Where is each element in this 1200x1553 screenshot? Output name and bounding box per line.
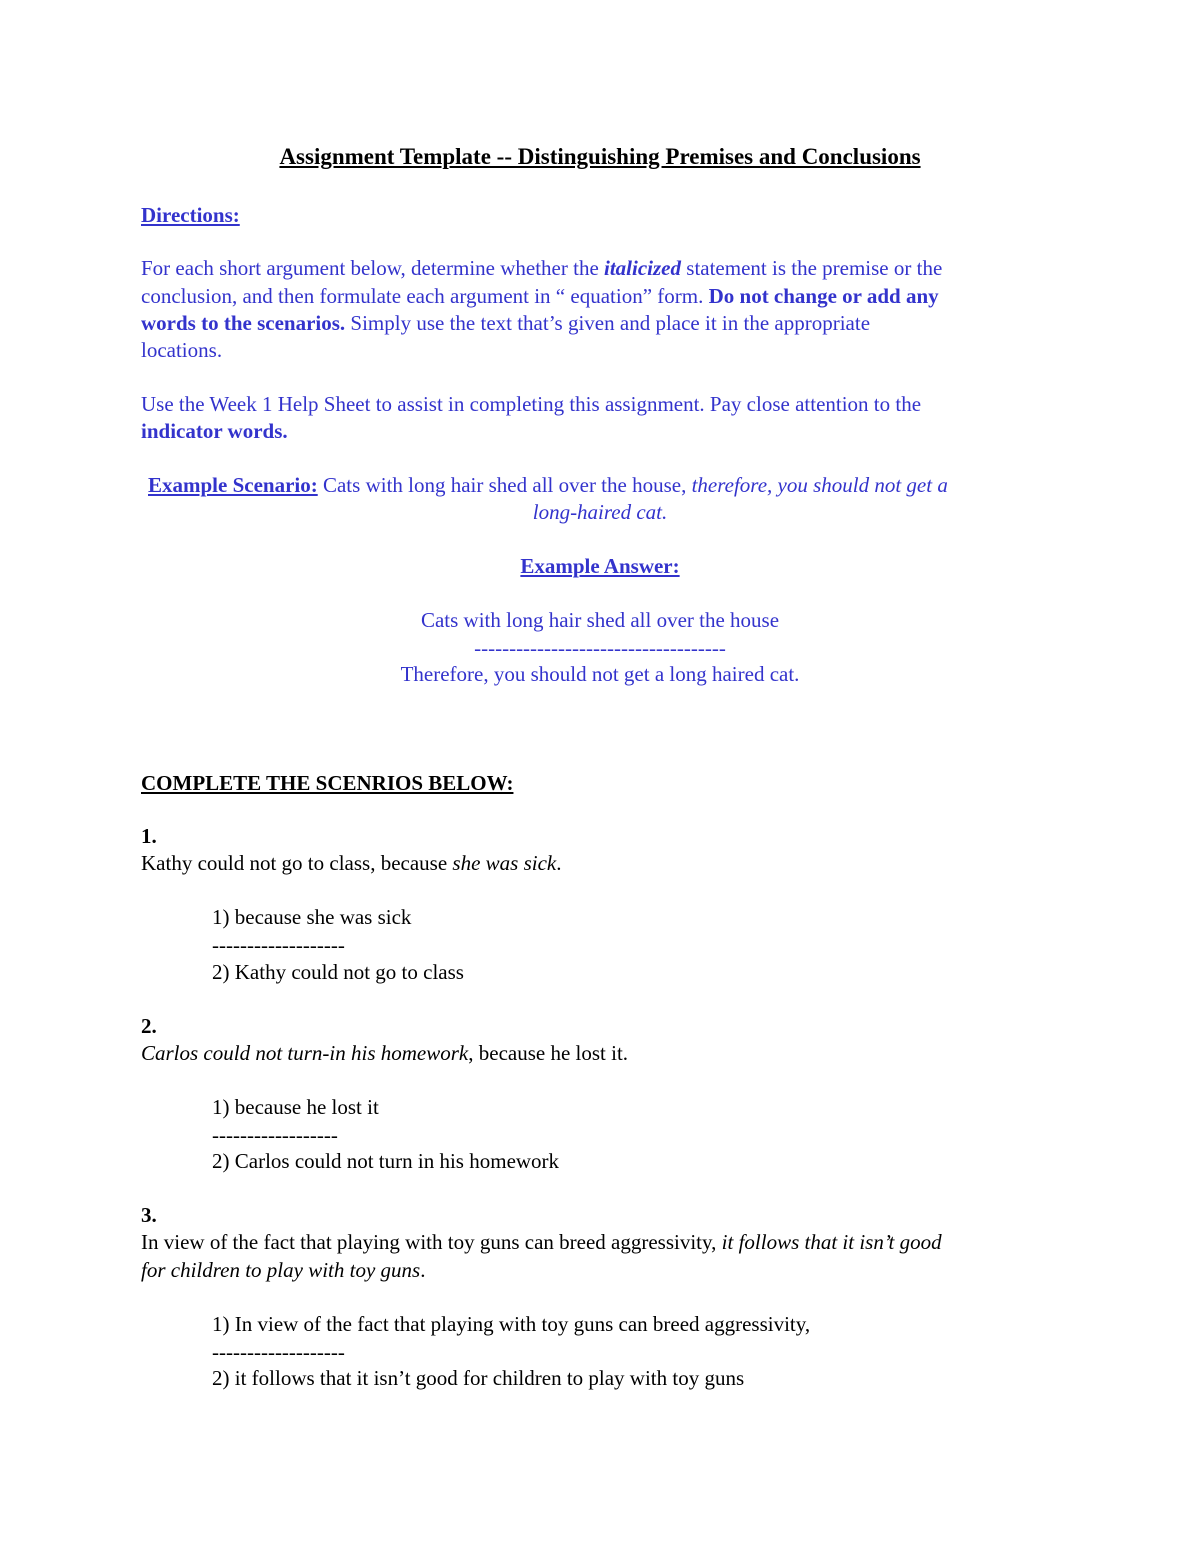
scenario-text: Kathy could not go to class, because bbox=[141, 851, 453, 875]
example-scenario-text: Cats with long hair shed all over the house, bbox=[317, 473, 692, 497]
directions-emphasis: words to the scenarios. bbox=[141, 311, 346, 335]
scenario-1-text bbox=[141, 849, 562, 877]
directions-line-1 bbox=[141, 254, 942, 282]
directions-line-2 bbox=[141, 282, 939, 310]
directions-emphasis: Do not change or add any bbox=[708, 284, 939, 308]
directions-text: conclusion, and then formulate each argument in “ equation” form. bbox=[141, 284, 709, 308]
scenario-2-answer-2: 2) Carlos could not turn in his homework bbox=[212, 1149, 560, 1173]
example-scenario-label: Example Scenario: bbox=[148, 473, 318, 497]
scenario-2-answer-1: 1) because he lost it bbox=[212, 1095, 379, 1119]
directions-text: For each short argument below, determine whether the bbox=[141, 256, 605, 280]
example-answer-label: Example Answer: bbox=[520, 554, 680, 578]
directions-heading: Directions: bbox=[141, 203, 240, 227]
page-title: Assignment Template -- Distinguishing Premises and Conclusions bbox=[279, 144, 921, 169]
scenario-text: . bbox=[556, 851, 562, 875]
example-answer-conclusion: Therefore, you should not get a long haired cat. bbox=[400, 662, 800, 686]
scenario-text: In view of the fact that playing with toy guns can breed aggressivity, bbox=[141, 1230, 722, 1254]
directions-line-4: locations. bbox=[141, 338, 223, 362]
example-scenario-conclusion: therefore, you should not get a bbox=[691, 473, 948, 497]
scenario-1-divider: ------------------- bbox=[212, 933, 345, 957]
scenario-2-divider: ------------------ bbox=[212, 1123, 338, 1147]
scenario-1-answer-2: 2) Kathy could not go to class bbox=[212, 960, 464, 984]
scenario-italic: she was sick bbox=[452, 851, 557, 875]
example-scenario-continued: long-haired cat. bbox=[532, 500, 668, 524]
scenario-3-text-line-1 bbox=[141, 1228, 942, 1256]
scenario-1-number: 1. bbox=[141, 824, 157, 848]
scenario-2-text bbox=[141, 1039, 628, 1067]
directions-line-3 bbox=[141, 309, 870, 337]
complete-heading: COMPLETE THE SCENRIOS BELOW: bbox=[141, 771, 514, 795]
scenario-3-answer-1: 1) In view of the fact that playing with toy guns can breed aggressivity, bbox=[212, 1312, 811, 1336]
example-answer-premise: Cats with long hair shed all over the house bbox=[420, 608, 780, 632]
example-scenario bbox=[148, 471, 948, 499]
example-answer-divider: ------------------------------------ bbox=[474, 636, 726, 660]
scenario-2-number: 2. bbox=[141, 1014, 157, 1038]
scenario-italic: for children to play with toy guns bbox=[141, 1258, 421, 1282]
indicator-words: indicator words. bbox=[141, 419, 288, 443]
scenario-3-answer-2: 2) it follows that it isn’t good for children to play with toy guns bbox=[212, 1366, 745, 1390]
help-sheet-line-1: Use the Week 1 Help Sheet to assist in completing this assignment. Pay close attention to the bbox=[141, 392, 922, 416]
scenario-italic: it follows that it isn’t good bbox=[721, 1230, 942, 1254]
directions-text: Simply use the text that’s given and place it in the appropriate bbox=[345, 311, 871, 335]
italicized-word: italicized bbox=[604, 256, 682, 280]
scenario-text: . bbox=[420, 1258, 426, 1282]
scenario-3-text-line-2 bbox=[141, 1256, 425, 1284]
scenario-3-number: 3. bbox=[141, 1203, 157, 1227]
scenario-3-divider: ------------------- bbox=[212, 1340, 345, 1364]
scenario-1-answer-1: 1) because she was sick bbox=[212, 905, 412, 929]
scenario-italic: Carlos could not turn-in his homework bbox=[141, 1041, 469, 1065]
directions-text: statement is the premise or the bbox=[681, 256, 943, 280]
scenario-text: , because he lost it. bbox=[468, 1041, 629, 1065]
